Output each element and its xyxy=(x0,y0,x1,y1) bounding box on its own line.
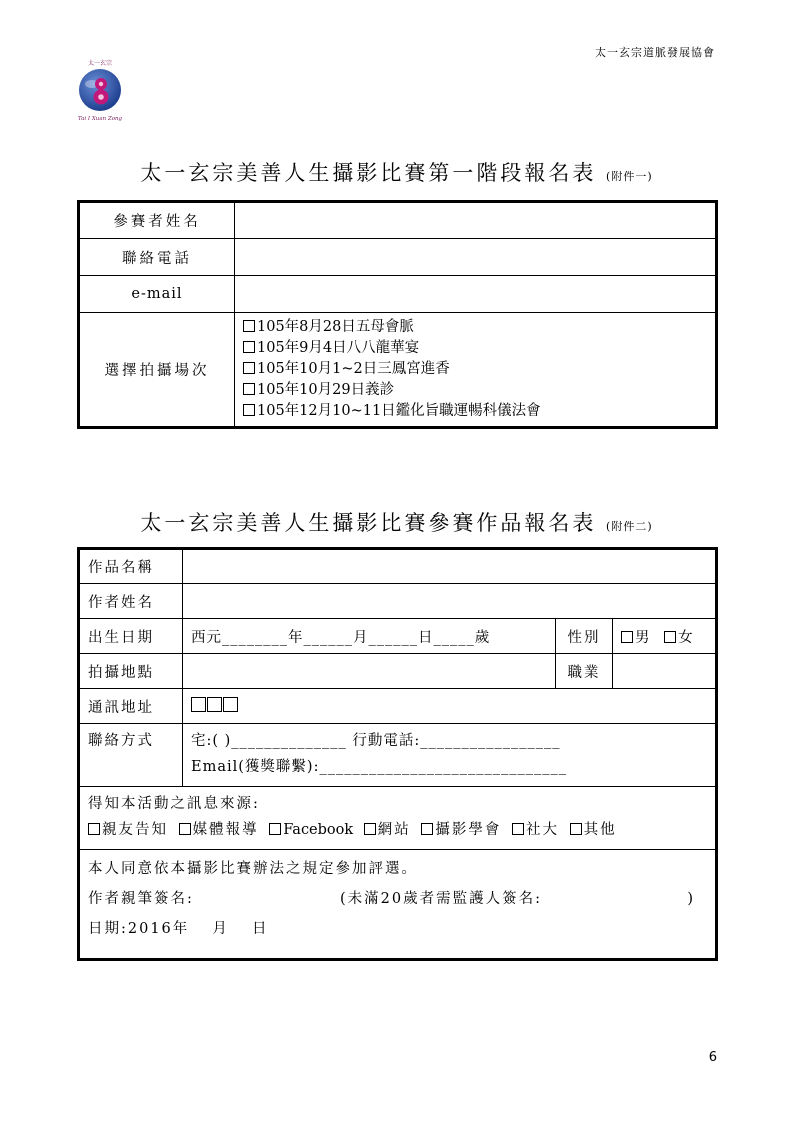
form2-attachment-note: (附件二) xyxy=(606,520,653,533)
birth-date-label: 出生日期 xyxy=(79,619,183,654)
form2-row-source xyxy=(79,787,717,850)
page-number: 6 xyxy=(708,1050,717,1065)
logo-emblem-icon xyxy=(76,66,124,114)
form2-row-birth xyxy=(79,619,717,654)
form1-row-email xyxy=(79,276,717,313)
signature-line xyxy=(88,884,707,914)
occupation-label: 職業 xyxy=(556,654,613,689)
session-option-label: 105年10月1~2日三鳳宮進香 xyxy=(257,361,450,377)
info-source-section xyxy=(79,787,717,850)
signature-label: 作者親筆簽名: xyxy=(88,891,194,907)
guardian-signature-note: (未滿20歲者需監護人簽名: xyxy=(340,891,542,907)
checkbox-icon[interactable] xyxy=(243,341,255,353)
session-options xyxy=(235,313,717,428)
form2-row-author xyxy=(79,584,717,619)
address-label: 通訊地址 xyxy=(79,689,183,724)
session-option[interactable] xyxy=(243,317,707,338)
checkbox-icon[interactable] xyxy=(243,404,255,416)
gender-option-female: 女 xyxy=(678,629,695,646)
session-option-label: 105年9月4日八八龍華宴 xyxy=(257,340,420,356)
form1-title xyxy=(0,157,793,187)
form1-row-name xyxy=(79,202,717,239)
birth-date-field[interactable]: 西元________年______月______日_____歲 xyxy=(183,619,556,654)
form2-row-address xyxy=(79,689,717,724)
guardian-note-close: ) xyxy=(687,891,695,907)
email-field[interactable] xyxy=(235,276,717,313)
participant-name-label: 參賽者姓名 xyxy=(79,202,235,239)
source-option: 親友告知 xyxy=(102,822,168,838)
contact-phone-label: 聯絡電話 xyxy=(79,239,235,276)
logo-bottom-text: Tai I Xuan Zong xyxy=(77,116,123,122)
author-name-label: 作者姓名 xyxy=(79,584,183,619)
consent-statement: 本人同意依本攝影比賽辦法之規定參加評選。 xyxy=(88,861,418,877)
phone-line[interactable] xyxy=(191,728,707,754)
checkbox-icon[interactable] xyxy=(88,823,100,835)
form2-row-location xyxy=(79,654,717,689)
session-option-label: 105年10月29日義診 xyxy=(257,382,395,398)
checkbox-icon[interactable] xyxy=(179,823,191,835)
date-line: 日期:2016年 月 日 xyxy=(88,921,269,937)
postal-code-box-icon[interactable] xyxy=(223,697,238,712)
logo-top-text: 太一玄宗 xyxy=(87,60,112,67)
session-option[interactable] xyxy=(243,359,707,380)
form2-row-consent xyxy=(79,850,717,960)
gender-option-male: 男 xyxy=(635,629,652,646)
checkbox-icon[interactable] xyxy=(243,383,255,395)
form2-table xyxy=(77,547,718,961)
postal-code-box-icon[interactable] xyxy=(207,697,222,712)
form1-table xyxy=(77,200,718,429)
session-option[interactable] xyxy=(243,338,707,359)
gender-label: 性別 xyxy=(556,619,613,654)
checkbox-icon[interactable] xyxy=(421,823,433,835)
info-source-options xyxy=(88,817,707,843)
work-title-field[interactable] xyxy=(183,549,717,584)
form1-row-sessions xyxy=(79,313,717,428)
source-option: 媒體報導 xyxy=(192,822,259,838)
source-option: 網站 xyxy=(377,822,411,838)
source-option: 其他 xyxy=(583,822,617,838)
shooting-location-label: 拍攝地點 xyxy=(79,654,183,689)
form2-title-text: 太一玄宗美善人生攝影比賽參賽作品報名表 xyxy=(140,511,597,535)
address-field[interactable] xyxy=(183,689,717,724)
contact-method-label: 聯絡方式 xyxy=(79,724,183,787)
checkbox-icon[interactable] xyxy=(269,823,281,835)
checkbox-icon[interactable] xyxy=(512,823,524,835)
checkbox-icon[interactable] xyxy=(664,631,676,643)
session-select-label: 選擇拍攝場次 xyxy=(79,313,235,428)
contact-phone-field[interactable] xyxy=(235,239,717,276)
session-option-label: 105年8月28日五母會脈 xyxy=(257,319,414,335)
consent-section xyxy=(79,850,717,960)
home-phone-field[interactable]: 宅:( )______________ xyxy=(191,733,347,749)
organization-logo xyxy=(70,58,130,128)
form1-row-phone xyxy=(79,239,717,276)
info-source-question: 得知本活動之訊息來源: xyxy=(88,796,260,812)
contact-email-field[interactable]: Email(獲獎聯繫):______________________________ xyxy=(191,759,567,775)
gender-options xyxy=(613,619,717,654)
session-option-label: 105年12月10~11日鑑化旨職運暢科儀法會 xyxy=(257,403,541,419)
session-option[interactable] xyxy=(243,380,707,401)
checkbox-icon[interactable] xyxy=(243,320,255,332)
checkbox-icon[interactable] xyxy=(364,823,376,835)
checkbox-icon[interactable] xyxy=(243,362,255,374)
shooting-location-field[interactable] xyxy=(183,654,556,689)
organization-header: 太一玄宗道脈發展協會 xyxy=(595,46,715,59)
form2-title xyxy=(0,507,793,537)
session-option[interactable] xyxy=(243,401,707,422)
work-title-label: 作品名稱 xyxy=(79,549,183,584)
author-name-field[interactable] xyxy=(183,584,717,619)
form2-row-work-title xyxy=(79,549,717,584)
email-label: e-mail xyxy=(79,276,235,313)
source-option: 社大 xyxy=(526,822,559,838)
contact-method-field xyxy=(183,724,717,787)
form1-attachment-note: (附件一) xyxy=(606,170,653,183)
checkbox-icon[interactable] xyxy=(621,631,633,643)
mobile-phone-field[interactable]: 行動電話:_________________ xyxy=(352,733,561,749)
source-option: 攝影學會 xyxy=(435,822,502,838)
form1-title-text: 太一玄宗美善人生攝影比賽第一階段報名表 xyxy=(140,161,597,185)
participant-name-field[interactable] xyxy=(235,202,717,239)
occupation-field[interactable] xyxy=(613,654,717,689)
form2-row-contact xyxy=(79,724,717,787)
postal-code-box-icon[interactable] xyxy=(191,697,206,712)
checkbox-icon[interactable] xyxy=(570,823,582,835)
source-option: Facebook xyxy=(283,822,354,838)
